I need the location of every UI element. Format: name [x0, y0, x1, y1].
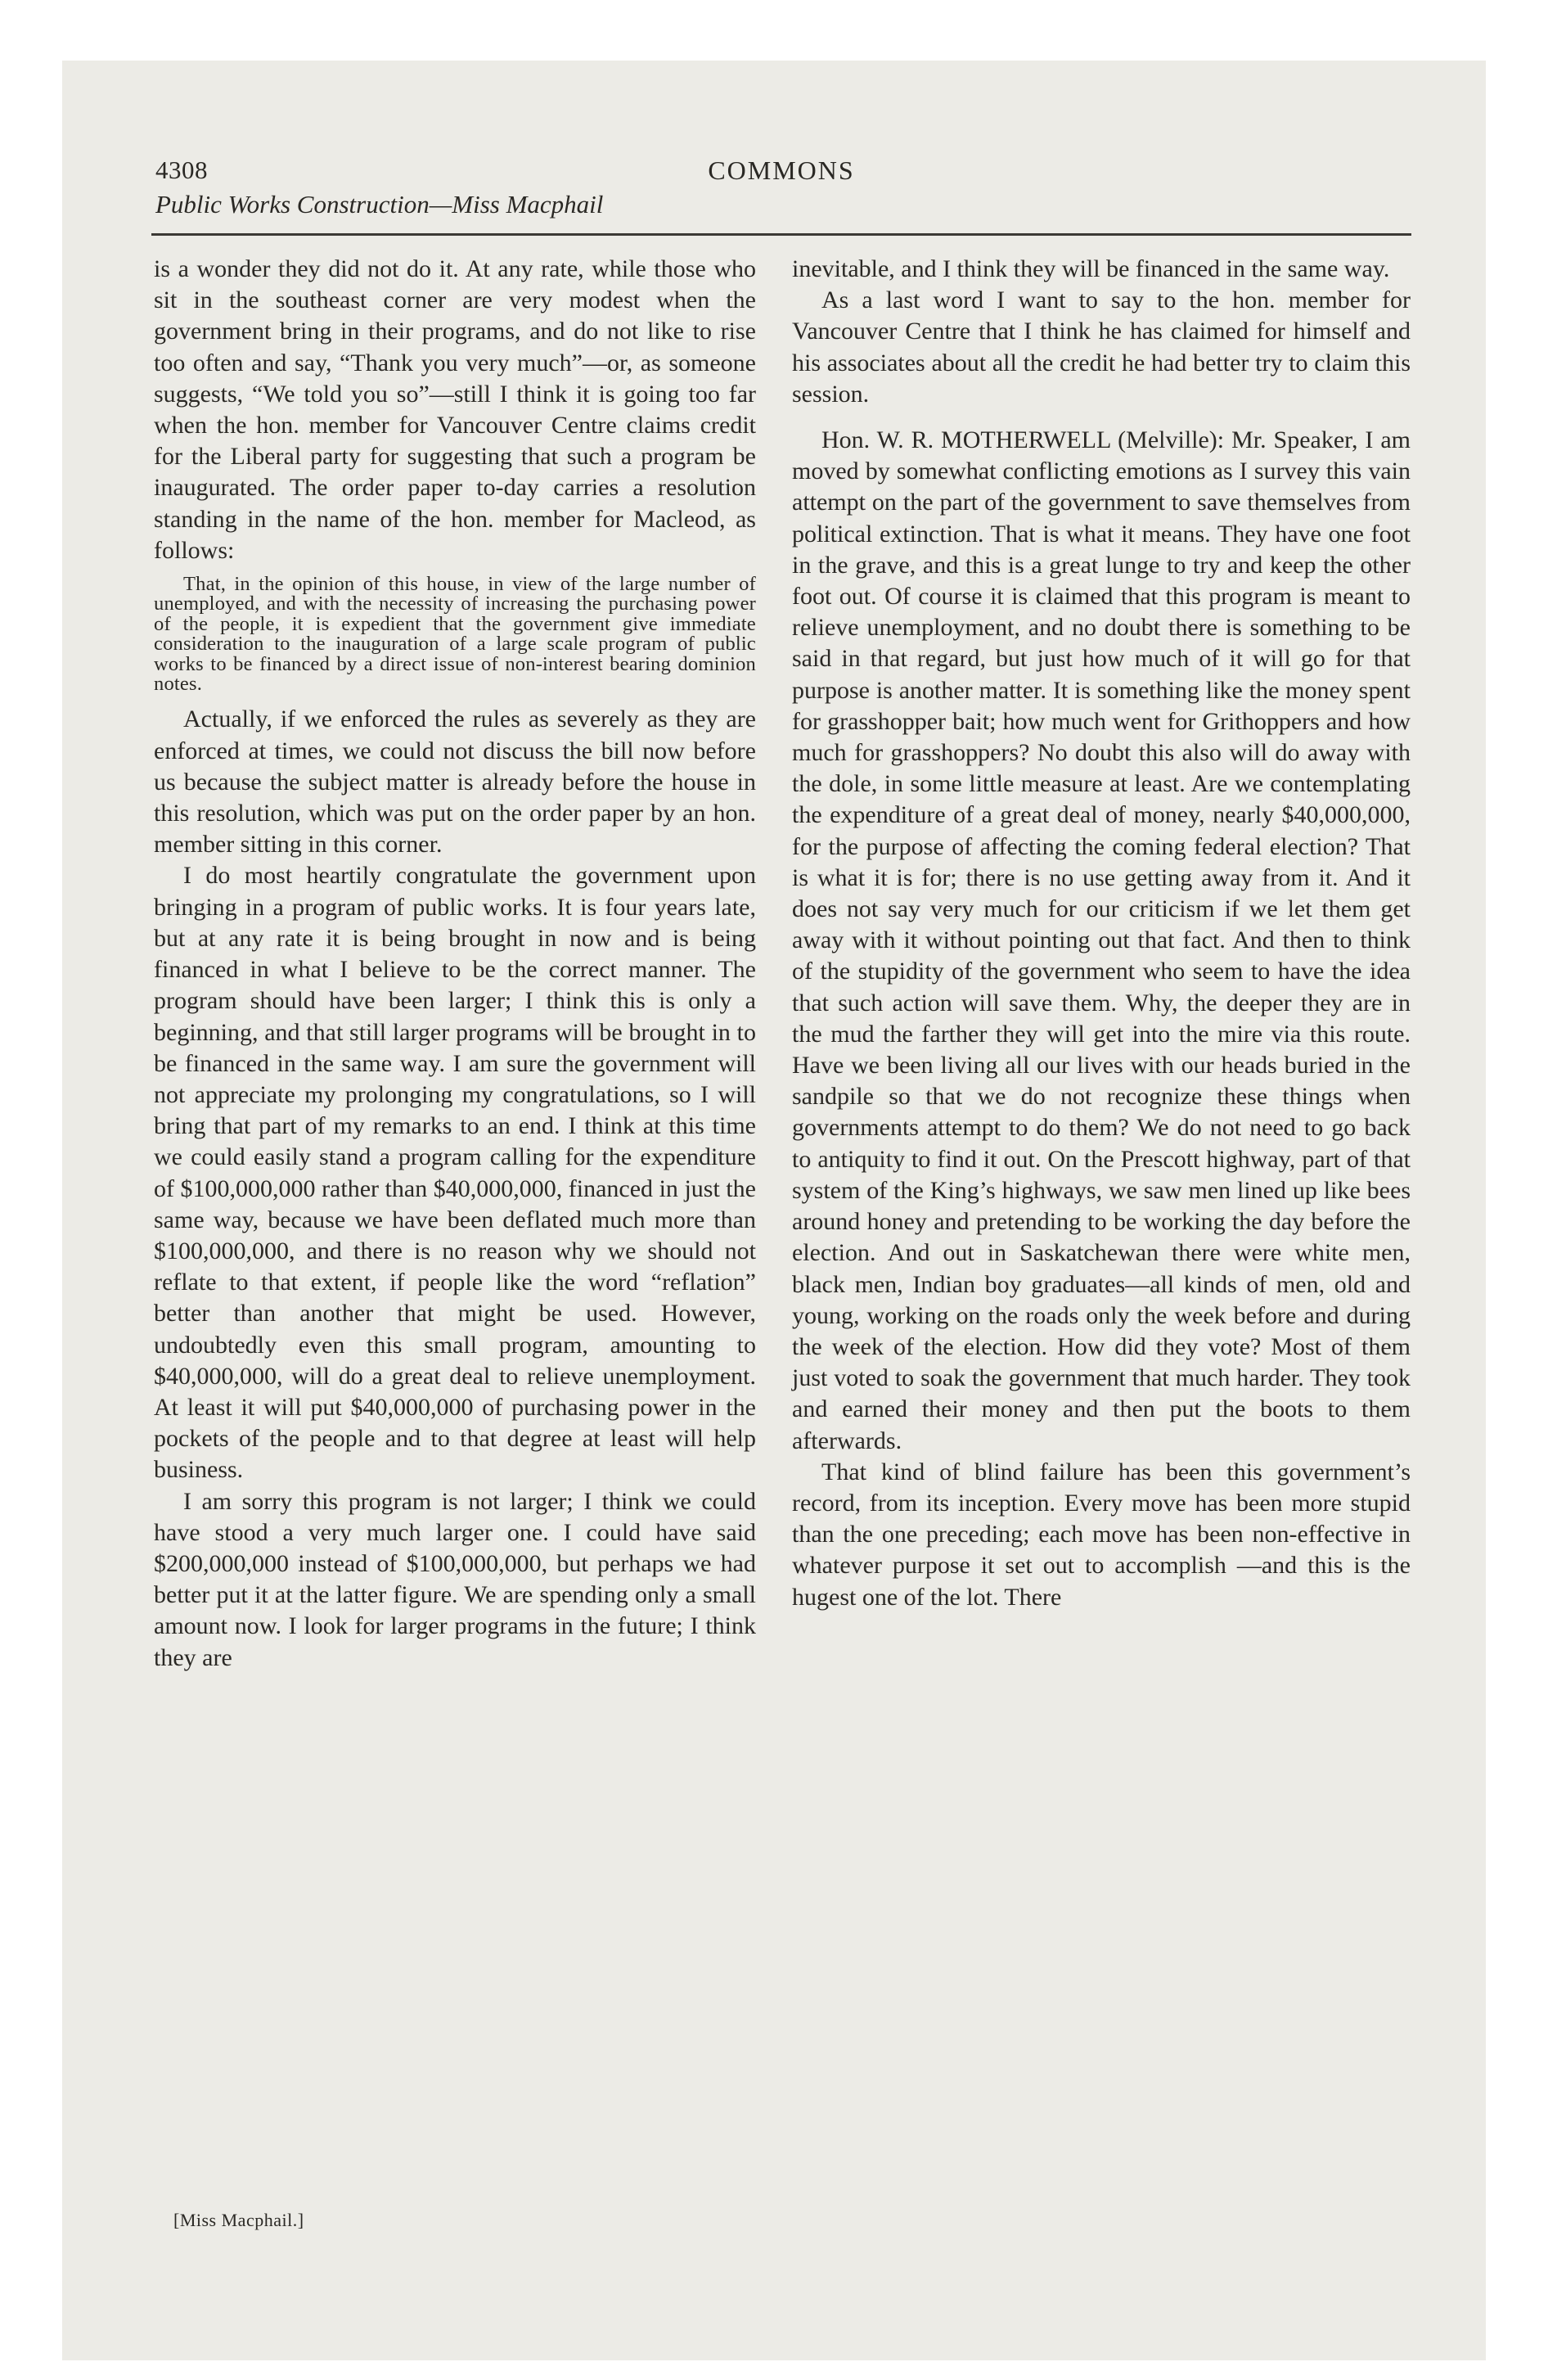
left-paragraph-3: I do most heartily congratulate the government upon bringing in a program of public works. It is four years late, but at any rate it is being brought in now and is being financed in what I believe to be the correct manner. The program should have been larger; I think this is only a beginning, and that still larger programs will be brought in to be financed in the same way. I am sure the government will not appreciate my prolonging my congratulations, so I will bring that part of my remarks to an end. I think at this time we could easily stand a program calling for the expenditure of $100,000,000 rather than $40,000,000, financed in just the same way, because we have been deflated much more than $100,000,000, and there is no reason why we should not reflate to that extent, if people like the word “reflation” better than another that might be used. However, undoubtedly even this small program, amounting to $40,000,000, will do a great deal to relieve unemployment. At least it will put $40,000,000 of purchasing power in the pockets of the people and to that degree at least will help business. [154, 862, 756, 1484]
page-header [155, 156, 1407, 221]
right-column [792, 254, 1411, 1613]
left-paragraph-4: I am sorry this program is not larger; I think we could have stood a very much larger one. I could have said $200,000,000 instead of $100,000,000, but perhaps we had better put it at the latter figure. We are spending only a small amount now. I look for larger programs in the future; I think they are [154, 1487, 756, 1671]
section-title: COMMONS [708, 156, 855, 185]
left-column [154, 254, 756, 1674]
running-subtitle: Public Works Construction—Miss Macphail [155, 190, 604, 219]
resolution-quote: That, in the opinion of this house, in view of the large number of unemployed, and with the necessity of increasing the purchasing power of the people, it is expedient that the government give immediate consideration to the inauguration of a large scale program of public works to be financed by a direct issue of non-interest bearing dominion notes. [154, 573, 756, 696]
left-paragraph-1: is a wonder they did not do it. At any rate, while those who sit in the southeast corner are very modest when the government bring in their programs, and do not like to rise too often and say, “Thank you very much”—or, as someone suggests, “We told you so”—still I think it is going too far when the hon. member for Vancouver Centre claims credit for the Liberal party for suggesting that such a program be inaugurated. The order paper to-day carries a resolution standing in the name of the hon. member for Macleod, as follows: [154, 255, 756, 564]
speaker-tag: [Miss Macphail.] [173, 2210, 304, 2230]
right-paragraph-1: inevitable, and I think they will be financed in the same way. [792, 255, 1390, 282]
left-paragraph-2: Actually, if we enforced the rules as severely as they are enforced at times, we could not discuss the bill now before us because the subject matter is already before the house in this resolution, which was put on the order paper by an hon. member sitting in this corner. [154, 705, 756, 859]
page-number: 4308 [155, 156, 208, 184]
right-paragraph-4: That kind of blind failure has been this government’s record, from its inception. Every move has been more stupid than the one preceding; each move has been non-effective in whatever purpose it set out to accomplish —and this is the hugest one of the lot. There [792, 1458, 1411, 1611]
motherwell-speech: Hon. W. R. MOTHERWELL (Melville): Mr. Speaker, I am moved by somewhat conflicting emotions as I survey this vain attempt on the part of the government to save themselves from political extinction. That is what it means. They have one foot in the grave, and this is a great lunge to try and keep the other foot out. Of course it is claimed that this program is meant to relieve unemployment, and no doubt there is something to be said in that regard, but just how much of it will go for that purpose is another matter. It is something like the money spent for grasshopper bait; how much went for Grithoppers and how much for grasshoppers? No doubt this also will do away with the dole, in some little measure at least. Are we contemplating the expenditure of a great deal of money, nearly $40,000,000, for the purpose of affecting the coming federal election? That is what it is for; there is no use getting away from it. And it does not say very much for our criticism if we let them get away with it without pointing out that fact. And then to think of the stupidity of the government who seem to have the idea that such action will save them. Why, the deeper they are in the mud the farther they will get into the mire via this route. Have we been living all our lives with our heads buried in the sandpile so that we do not recognize these things when governments attempt to do them? We do not need to go back to antiquity to find it out. On the Prescott highway, part of that system of the King’s highways, we saw men lined up like bees around honey and pretending to be working the day before the election. And out in Saskatchewan there were white men, black men, Indian boy graduates—all kinds of men, old and young, working on the roads only the week before and during the week of the election. How did they vote? Most of them just voted to soak the government that much harder. They took and earned their money and then put the boots to them afterwards. [792, 426, 1411, 1454]
right-paragraph-2: As a last word I want to say to the hon. member for Vancouver Centre that I think he has claimed for himself and his associates about all the credit he had better try to claim this session. [792, 286, 1411, 408]
header-rule [151, 233, 1411, 236]
